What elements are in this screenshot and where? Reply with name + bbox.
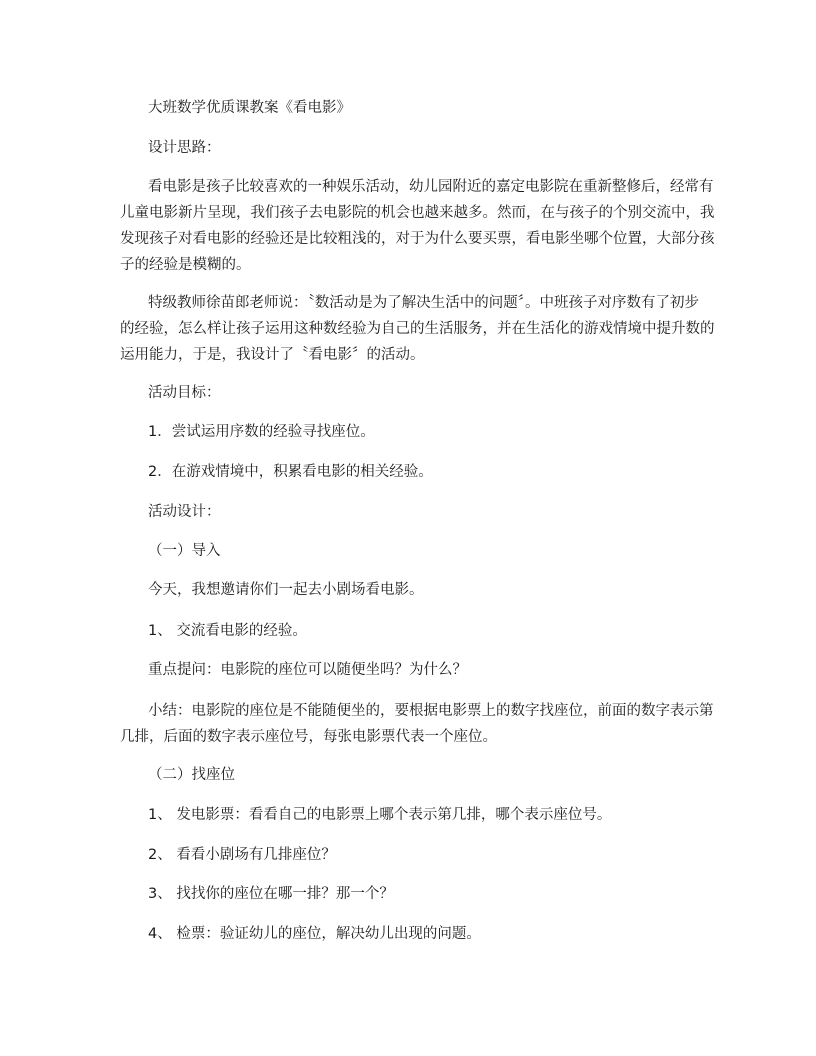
summary-line-2: 几排，后面的数字表示座位号，每张电影票代表一个座位。 xyxy=(120,729,497,745)
summary-line-1: 小结：电影院的座位是不能随便坐的，要根据电影票上的数字找座位，前面的数字表示第 xyxy=(148,703,714,719)
goal-item-1: 1．尝试运用序数的经验寻找座位。 xyxy=(148,424,375,440)
heading-design-idea: 设计思路： xyxy=(148,140,221,156)
paragraph-1-line-2: 儿童电影新片呈现，我们孩子去电影院的机会也越来越多。然而，在与孩子的个别交流中，我 xyxy=(120,205,715,221)
paragraph-2-line-1: 特级教师徐苗郎老师说：〝数活动是为了解决生活中的问题〞。中班孩子对序数有了初步 xyxy=(148,295,699,311)
part-2-heading: （二）找座位 xyxy=(148,767,235,783)
step-2-1: 1、 发电影票：看看自己的电影票上哪个表示第几排，哪个表示座位号。 xyxy=(148,807,612,823)
paragraph-1-line-3: 发现孩子对看电影的经验还是比较粗浅的，对于为什么要买票，看电影坐哪个位置，大部分孩 xyxy=(120,231,715,247)
goal-item-2: 2．在游戏情境中，积累看电影的相关经验。 xyxy=(148,464,433,480)
heading-goals: 活动目标： xyxy=(148,385,221,401)
paragraph-1-line-4: 子的经验是模糊的。 xyxy=(120,257,251,273)
step-2-3: 3、 找找你的座位在哪一排？那一个？ xyxy=(148,886,394,902)
step-2-4: 4、 检票：验证幼儿的座位，解决幼儿出现的问题。 xyxy=(148,926,481,942)
step-1-1: 1、 交流看电影的经验。 xyxy=(148,623,307,639)
intro-text: 今天，我想邀请你们一起去小剧场看电影。 xyxy=(148,582,424,598)
step-2-2: 2、 看看小剧场有几排座位？ xyxy=(148,847,336,863)
paragraph-1-line-1: 看电影是孩子比较喜欢的一种娱乐活动，幼儿园附近的嘉定电影院在重新整修后，经常有 xyxy=(148,179,714,195)
paragraph-2-line-3: 运用能力，于是，我设计了〝看电影〞的活动。 xyxy=(120,347,425,363)
paragraph-2-line-2: 的经验，怎么样让孩子运用这种数经验为自己的生活服务，并在生活化的游戏情境中提升数的 xyxy=(120,321,715,337)
heading-activity-design: 活动设计： xyxy=(148,504,221,520)
part-1-heading: （一）导入 xyxy=(148,543,221,559)
key-question: 重点提问：电影院的座位可以随便坐吗？为什么？ xyxy=(148,662,467,678)
document-title: 大班数学优质课教案《看电影》 xyxy=(148,100,351,116)
